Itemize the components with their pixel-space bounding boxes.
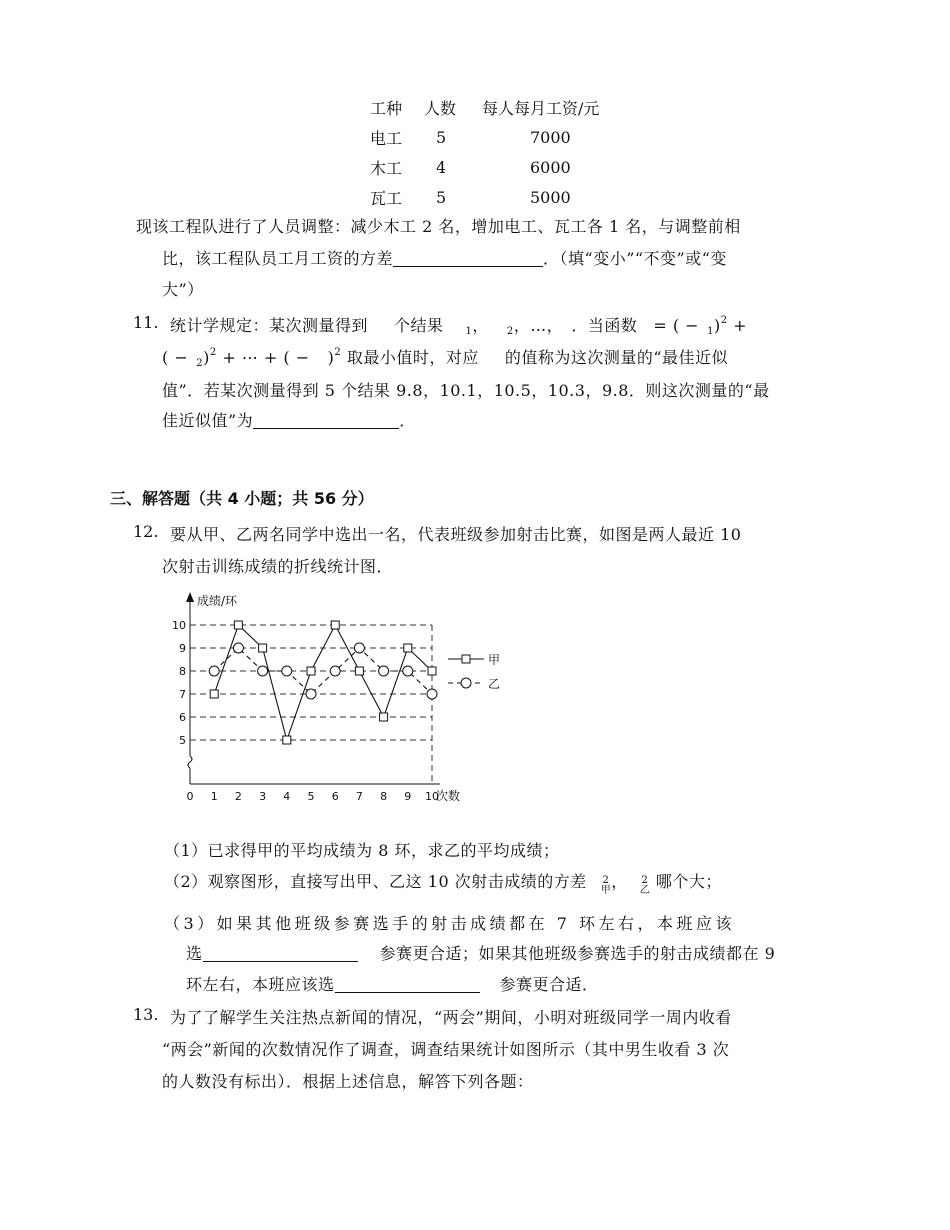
y-axis-label: 成绩/环 (197, 594, 238, 608)
q11-line4 (162, 408, 842, 431)
q12-text: 选 (186, 944, 203, 963)
subscript-2: 2 (196, 358, 204, 369)
q12-answer-blank-2[interactable] (335, 976, 480, 993)
q12-text: 环左右，本班应该选 (186, 975, 335, 994)
q12-number: 12. (133, 522, 159, 541)
subscript-1: 1 (707, 326, 714, 337)
table-row (370, 182, 599, 212)
q13-line1: 为了了解学生关注热点新闻的情况，“两会”期间，小明对班级同学一周内收看 (170, 1008, 732, 1027)
variance-jia (601, 876, 612, 896)
q10-line2-text-b: ．（填“变小”“不变”或“变 (543, 249, 727, 268)
x-axis-label: 次数 (436, 789, 461, 803)
q12-line1: 要从甲、乙两名同学中选出一名，代表班级参加射击比赛，如图是两人最近 10 (170, 525, 742, 544)
data-point-jia (283, 736, 291, 744)
superscript-2: 2 (334, 347, 342, 358)
x-tick-label: 10 (425, 790, 439, 803)
data-point-yi (427, 689, 437, 699)
subscript-yi: 乙 (639, 885, 651, 896)
table-cell: 木工 (370, 158, 403, 178)
q12-text: （2）观察图形，直接写出甲、乙这 10 次射击成绩的方差 (164, 872, 587, 891)
data-point-yi (233, 643, 243, 653)
y-tick-label: 9 (179, 642, 186, 655)
table-cell: 4 (436, 157, 447, 177)
subscript-jia: 甲 (600, 885, 612, 896)
x-tick-label: 1 (210, 790, 218, 803)
section-heading: 三、解答题（共 4 小题；共 56 分） (110, 489, 374, 508)
y-tick-label: 8 (179, 665, 186, 678)
table-row (370, 92, 599, 122)
variance-yi (640, 876, 651, 896)
q11-text: ，…， (513, 316, 564, 335)
y-tick-label: 5 (179, 734, 186, 747)
q11-formula: ( − (162, 348, 189, 367)
legend-marker-jia (462, 655, 470, 663)
q11-formula: + ⋯ + ( − (222, 348, 310, 367)
x-tick-label: 3 (259, 790, 267, 803)
data-point-jia (355, 667, 363, 675)
table-header-cell: 每人每月工资/元 (482, 98, 600, 118)
q11-formula: = ( − (653, 316, 700, 335)
q11-line3: 值”．若某次测量得到 5 个结果 9.8，10.1，10.5，10.3，9.8．则这次测量的“最 (162, 381, 770, 400)
data-point-yi (209, 666, 219, 676)
q12-part3-line2 (186, 941, 775, 964)
data-point-jia (331, 621, 339, 629)
q12-part2: （2）观察图形，直接写出甲、乙这 10 次射击成绩的方差 2 甲， 2 乙 哪个大； (164, 872, 722, 896)
x-tick-label: 6 (331, 790, 339, 803)
subscript-1: 1 (465, 326, 473, 337)
x-tick-label: 5 (307, 790, 315, 803)
data-point-jia (380, 713, 388, 721)
q10-line2-text-a: 比，该工程队员工月工资的方差 (162, 249, 394, 268)
data-point-yi (282, 666, 292, 676)
y-axis-arrow (186, 592, 194, 602)
data-point-jia (307, 667, 315, 675)
q11-text: 佳近似值”为 (162, 411, 254, 430)
table-cell: 电工 (370, 128, 403, 148)
q11-text: 取最小值时，对应 (346, 348, 479, 367)
data-point-jia (234, 621, 242, 629)
table-cell: 瓦工 (370, 188, 403, 208)
table-header-cell: 人数 (424, 98, 457, 118)
data-point-yi (379, 666, 389, 676)
x-tick-label: 4 (283, 790, 291, 803)
table-row (370, 122, 599, 152)
series-line-jia (214, 625, 432, 740)
data-point-yi (403, 666, 413, 676)
q11-text: 个结果 (394, 316, 444, 335)
q11-text: 的值称为这次测量的“最佳近似 (504, 348, 729, 367)
data-point-yi (258, 666, 268, 676)
q10-line1: 现该工程队进行了人员调整：减少木工 2 名，增加电工、瓦工各 1 名，与调整前相 (136, 217, 741, 236)
table-cell: 5 (436, 187, 447, 207)
legend-label-jia: 甲 (488, 653, 501, 667)
q11-text: ． (399, 411, 416, 430)
q12-text: 参赛更合适． (499, 975, 599, 994)
superscript-2: 2 (209, 347, 217, 358)
q12-part3-line3 (186, 972, 599, 995)
y-tick-label: 10 (172, 619, 186, 632)
superscript-2: 2 (641, 875, 649, 886)
y-axis-break (188, 756, 192, 768)
table-cell: 5000 (530, 187, 571, 207)
q12-text: 参赛更合适；如果其他班级参赛选手的射击成绩都在 9 (379, 944, 776, 963)
table-header-cell: 工种 (370, 98, 403, 118)
q12-part1: （1）已求得甲的平均成绩为 8 环，求乙的平均成绩； (164, 841, 560, 860)
y-tick-label: 7 (179, 688, 186, 701)
legend-marker-yi (461, 678, 471, 688)
subscript-2: 2 (506, 326, 514, 337)
x-tick-label: 7 (355, 790, 363, 803)
q13-line3: 的人数没有标出）．根据上述信息，解答下列各题： (162, 1072, 534, 1091)
q13-number: 13. (133, 1005, 159, 1024)
x-tick-label: 0 (186, 790, 194, 803)
q10-answer-blank[interactable] (393, 250, 543, 267)
superscript-2: 2 (720, 315, 728, 326)
q11-number: 11. (133, 313, 159, 332)
superscript-2: 2 (602, 875, 610, 886)
legend-label-yi: 乙 (488, 677, 501, 691)
x-tick-label: 9 (404, 790, 412, 803)
score-line-chart (170, 588, 510, 818)
q12-part3-line1: （3）如果其他班级参赛选手的射击成绩都在 7 环左右，本班应该 (164, 914, 736, 933)
data-point-yi (330, 666, 340, 676)
table-cell: 6000 (530, 157, 571, 177)
x-tick-label: 8 (380, 790, 388, 803)
q11-answer-blank[interactable] (253, 412, 399, 429)
table-cell: 5 (436, 127, 447, 147)
q10-line3: 大”） (162, 280, 204, 299)
q13-line2: “两会”新闻的次数情况作了调查，调查结果统计如图所示（其中男生收看 3 次 (162, 1040, 730, 1059)
q12-answer-blank-1[interactable] (203, 945, 358, 962)
q11-line2: ( − $_2$)$^2$ + ⋯ + ( − )$^2$ 取最小值时，对应 的值称为这次测量的“最佳近似 (162, 347, 729, 369)
data-point-jia (210, 690, 218, 698)
data-point-jia (404, 644, 412, 652)
q12-line2: 次射击训练成绩的折线统计图． (162, 557, 394, 576)
y-tick-label: 6 (179, 711, 186, 724)
q11-line1: 统计学规定：某次测量得到 个结果 $_1$， $_2$，…， ．当函数 = ( − $_1$)$^2$ + (170, 315, 748, 337)
wage-table (370, 92, 599, 212)
q11-text: ．当函数 (571, 316, 638, 335)
q11-formula: + (733, 316, 748, 335)
data-point-jia (428, 667, 436, 675)
q10-line2 (162, 246, 842, 269)
table-row (370, 152, 599, 182)
data-point-yi (306, 689, 316, 699)
data-point-yi (354, 643, 364, 653)
q11-text: 统计学规定：某次测量得到 (170, 316, 369, 335)
q12-text: 哪个大； (655, 872, 722, 891)
table-cell: 7000 (530, 127, 571, 147)
x-tick-label: 2 (234, 790, 242, 803)
data-point-jia (259, 644, 267, 652)
